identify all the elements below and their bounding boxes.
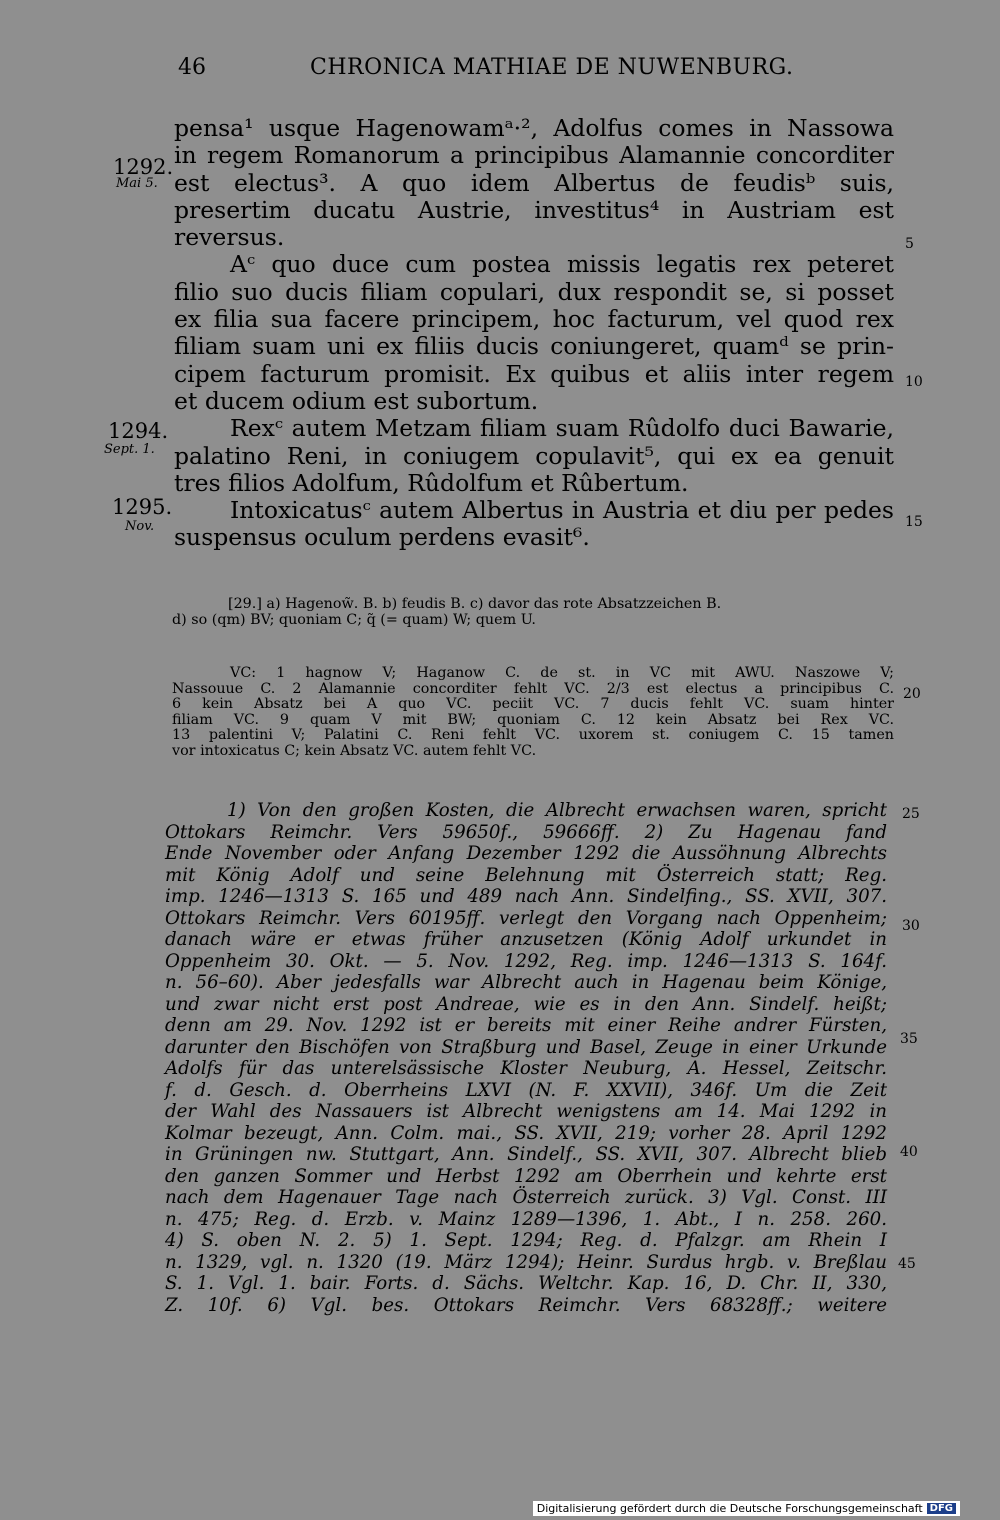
footnote-line: Ottokars Reimchr. Vers 60195ff. verlegt den Vorgang nach Oppenheim; — [165, 907, 887, 929]
margin-date-day: Nov. — [125, 519, 155, 534]
page-number: 46 — [178, 55, 206, 80]
margin-date-day: Mai 5. — [116, 176, 158, 191]
dfg-logo: DFG — [927, 1503, 956, 1514]
running-title: CHRONICA MATHIAE DE NUWENBURG. — [310, 55, 794, 80]
main-text — [174, 115, 894, 552]
text-line: filiam suam uni ex filiis ducis coniungeret, quamᵈ se prin- — [174, 332, 894, 361]
footnote-line: f. d. Gesch. d. Oberrheins LXVI (N. F. XXVII), 346f. Um die Zeit — [165, 1079, 887, 1101]
footnote-line: n. 1329, vgl. n. 1320 (19. März 1294); Heinr. Surdus hrgb. v. Breßlau — [165, 1251, 887, 1273]
text-line: in regem Romanorum a principibus Alamannie concorditer — [174, 141, 894, 170]
footnote-line: n. 475; Reg. d. Erzb. v. Mainz 1289—1396, 1. Abt., I n. 258. 260. — [165, 1208, 887, 1230]
footnote-line: mit König Adolf und seine Belehnung mit Österreich statt; Reg. — [165, 864, 887, 886]
footnote-line: in Grüningen nw. Stuttgart, Ann. Sindelf., SS. XVII, 307. Albrecht blieb — [165, 1144, 887, 1165]
footnote-line: der Wahl des Nassauers ist Albrecht wenigstens am 14. Mai 1292 in — [165, 1101, 887, 1122]
apparatus-line: filiam VC. 9 quam V mit BW; quoniam C. 12 kein Absatz bei Rex VC. — [172, 711, 894, 728]
margin-date-year: 1292. — [113, 155, 174, 179]
footnotes — [165, 800, 887, 1316]
margin-date-year: 1295. — [112, 495, 173, 519]
line-number: 30 — [902, 918, 920, 934]
footnote-line: darunter den Bischöfen von Straßburg und Basel, Zeuge in einer Urkunde — [165, 1036, 887, 1058]
margin-date-day: Sept. 1. — [104, 442, 155, 457]
text-line: et ducem odium est subortum. — [174, 386, 539, 415]
apparatus-line: VC: 1 hagnow V; Haganow C. de st. in VC mit AWU. Naszowe V; — [230, 665, 894, 681]
text-line: ex filia sua facere principem, hoc facturum, vel quod rex — [174, 305, 894, 334]
text-line: Rexᶜ autem Metzam filiam suam Rûdolfo duci Bawarie, — [230, 414, 894, 443]
text-line: pensa¹ usque Hagenowamᵃ·², Adolfus comes in Nassowa — [174, 114, 894, 142]
apparatus-line: 13 palentini V; Palatini C. Reni fehlt VC. uxorem st. coniugem C. 15 tamen — [172, 727, 894, 744]
text-line: Intoxicatusᶜ autem Albertus in Austria et diu per pedes — [230, 496, 894, 525]
apparatus-line: vor intoxicatus C; kein Absatz VC. autem fehlt VC. — [172, 742, 537, 759]
footnote-line: denn am 29. Nov. 1292 ist er bereits mit einer Reihe andrer Fürsten, — [165, 1015, 887, 1036]
text-line: suspensus oculum perdens evasit⁶. — [174, 523, 590, 552]
line-number: 5 — [905, 236, 914, 252]
footnote-line: Ottokars Reimchr. Vers 59650f., 59666ff. 2) Zu Hagenau fand — [165, 821, 887, 843]
line-number: 35 — [900, 1031, 918, 1047]
footnote-line: S. 1. Vgl. 1. bair. Forts. d. Sächs. Weltchr. Kap. 16, D. Chr. II, 330, — [165, 1273, 887, 1294]
funding-footer — [533, 1501, 960, 1516]
footnote-line: und zwar nicht erst post Andreae, wie es in den Ann. Sindelf. heißt; — [165, 993, 887, 1015]
footnote-line: imp. 1246—1313 S. 165 und 489 nach Ann. Sindelfing., SS. XVII, 307. — [165, 886, 887, 907]
text-line: tres filios Adolfum, Rûdolfum et Rûbertum. — [174, 468, 689, 497]
footnote-line: danach wäre er etwas früher anzusetzen (König Adolf urkundet in — [165, 929, 887, 950]
critical-apparatus-variants — [172, 597, 894, 628]
footnote-line: Oppenheim 30. Okt. — 5. Nov. 1292, Reg. imp. 1246—1313 S. 164f. — [165, 950, 887, 972]
footnote-line: n. 56–60). Aber jedesfalls war Albrecht auch in Hagenau beim Könige, — [165, 972, 887, 993]
text-line: Aᶜ quo duce cum postea missis legatis rex peteret — [230, 250, 894, 279]
funding-text: Digitalisierung gefördert durch die Deutsche Forschungsgemeinschaft — [536, 1502, 923, 1515]
footnote-line: Adolfs für das unterelsässische Kloster Neuburg, A. Hessel, Zeitschr. — [165, 1058, 887, 1079]
margin-date-year: 1294. — [108, 419, 169, 443]
text-line: presertim ducatu Austrie, investitus⁴ in Austriam est — [174, 195, 894, 224]
footnote-line: 4) S. oben N. 2. 5) 1. Sept. 1294; Reg. d. Pfalzgr. am Rhein I — [165, 1230, 887, 1251]
footnote-line: 1) Von den großen Kosten, die Albrecht erwachsen waren, spricht — [227, 800, 887, 821]
line-number: 15 — [905, 514, 923, 530]
text-line: filio suo ducis filiam copulari, dux respondit se, si posset — [174, 277, 894, 306]
text-line: est electus³. A quo idem Albertus de feudisᵇ suis, — [174, 168, 894, 197]
footnote-line: Kolmar bezeugt, Ann. Colm. mai., SS. XVII, 219; vorher 28. April 1292 — [165, 1122, 887, 1144]
footnote-line: nach dem Hagenauer Tage nach Österreich zurück. 3) Vgl. Const. III — [165, 1187, 887, 1208]
footnote-line: Ende November oder Anfang Dezember 1292 die Aussöhnung Albrechts — [165, 843, 887, 864]
line-number: 10 — [905, 374, 923, 390]
apparatus-line: [29.] a) Hagenow̃. B. b) feudis B. c) davor das rote Absatzzeichen B. — [228, 596, 722, 612]
text-line: palatino Reni, in coniugem copulavit⁵, qui ex ea genuit — [174, 441, 894, 470]
line-number: 40 — [900, 1144, 918, 1160]
footnote-line: den ganzen Sommer und Herbst 1292 am Oberrhein und kehrte erst — [165, 1165, 887, 1187]
line-number: 45 — [898, 1256, 916, 1272]
footnote-line: Z. 10f. 6) Vgl. bes. Ottokars Reimchr. Vers 68328ff.; weitere — [165, 1294, 887, 1316]
apparatus-line: Nassouue C. 2 Alamannie concorditer fehlt VC. 2/3 est electus a principibus C. — [172, 680, 894, 697]
apparatus-line: d) so (qm) BV; quoniam C; q̃ (= quam) W; quem U. — [172, 611, 536, 628]
line-number: 20 — [903, 686, 921, 702]
line-number: 25 — [902, 806, 920, 822]
apparatus-line: 6 kein Absatz bei A quo VC. peciit VC. 7 ducis fehlt VC. suam hinter — [172, 696, 894, 713]
text-line: reversus. — [174, 223, 285, 252]
critical-apparatus-manuscripts — [172, 666, 894, 760]
text-line: cipem facturum promisit. Ex quibus et aliis inter regem — [174, 359, 894, 388]
